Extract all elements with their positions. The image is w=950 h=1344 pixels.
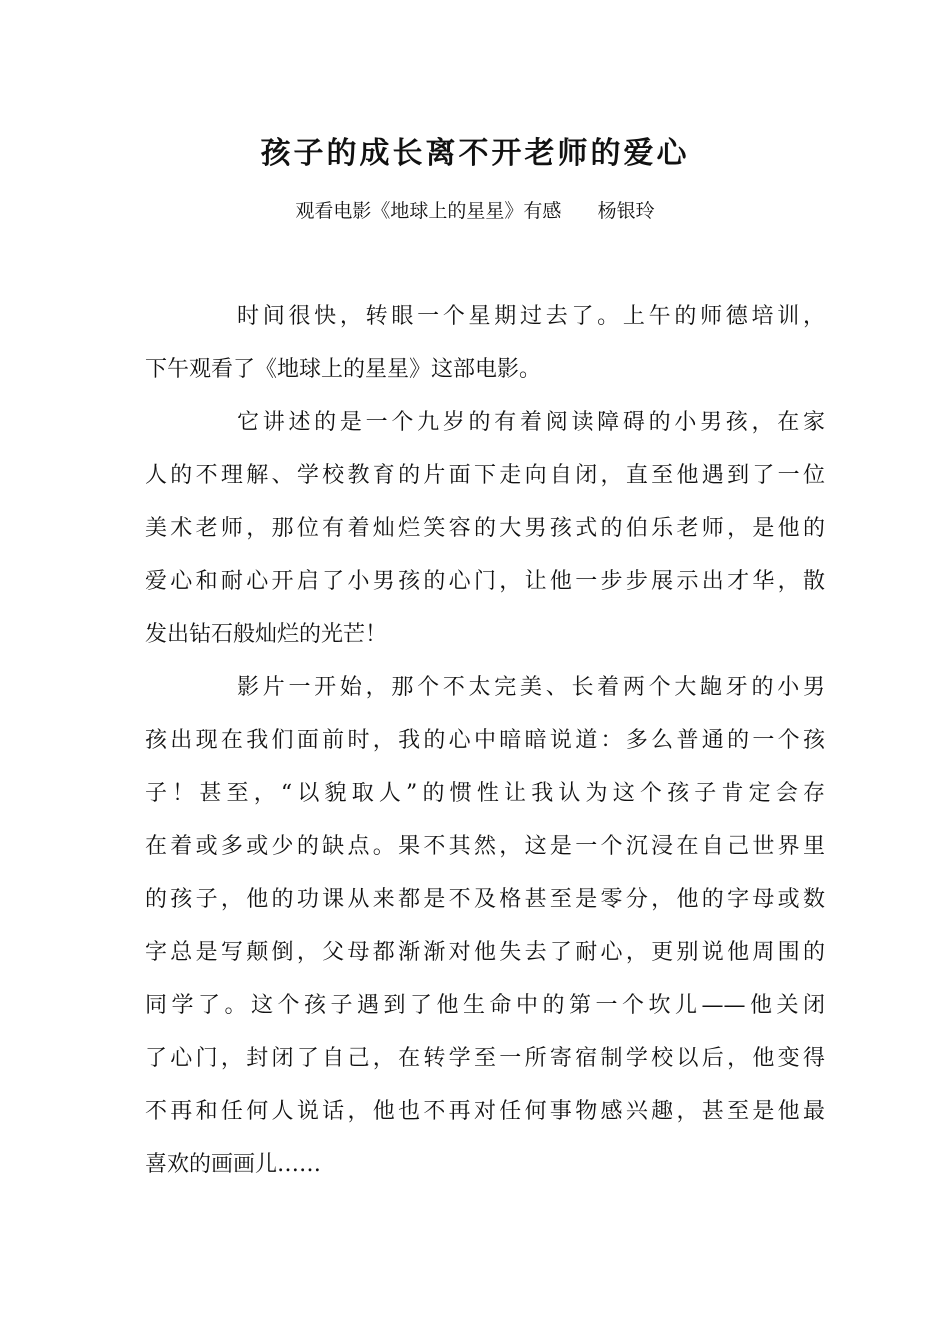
paragraph-3 bbox=[145, 661, 825, 1191]
document-subtitle: 观看电影《地球上的星星》有感 杨银玲 bbox=[295, 200, 655, 222]
text-line: 在着或多或少的缺点。果不其然，这是一个沉浸在自己世界里 bbox=[145, 834, 825, 859]
text-line: 下午观看了《地球上的星星》这部电影。 bbox=[145, 357, 542, 382]
text-line: 影片一开始，那个不太完美、长着两个大龅牙的小男 bbox=[237, 675, 825, 700]
text-line: 的孩子，他的功课从来都是不及格甚至是零分，他的字母或数 bbox=[145, 887, 825, 912]
paragraph-1 bbox=[145, 290, 825, 396]
text-line: 它讲述的是一个九岁的有着阅读障碍的小男孩，在家 bbox=[237, 410, 825, 435]
text-line: 同学了。这个孩子遇到了他生命中的第一个坎儿——他关闭 bbox=[145, 993, 825, 1018]
text-line: 时间很快，转眼一个星期过去了。上午的师德培训， bbox=[237, 304, 825, 329]
text-line: 爱心和耐心开启了小男孩的心门，让他一步步展示出才华，散 bbox=[145, 569, 825, 594]
text-line: 美术老师，那位有着灿烂笑容的大男孩式的伯乐老师，是他的 bbox=[145, 516, 825, 541]
text-line: 孩出现在我们面前时，我的心中暗暗说道：多么普通的一个孩 bbox=[145, 728, 825, 753]
text-line: 不再和任何人说话，他也不再对任何事物感兴趣，甚至是他最 bbox=[145, 1099, 825, 1124]
text-line: 字总是写颠倒，父母都渐渐对他失去了耐心，更别说他周围的 bbox=[145, 940, 825, 965]
text-line: 喜欢的画画儿…… bbox=[145, 1152, 322, 1177]
text-line: 了心门，封闭了自己，在转学至一所寄宿制学校以后，他变得 bbox=[145, 1046, 825, 1071]
paragraph-2 bbox=[145, 396, 825, 661]
document-body bbox=[145, 290, 825, 1191]
document-title: 孩子的成长离不开老师的爱心 bbox=[260, 136, 690, 171]
text-line: 人的不理解、学校教育的片面下走向自闭，直至他遇到了一位 bbox=[145, 463, 825, 488]
text-line: 子！甚至，“以貌取人”的惯性让我认为这个孩子肯定会存 bbox=[145, 781, 825, 806]
text-line: 发出钻石般灿烂的光芒！ bbox=[145, 622, 388, 647]
